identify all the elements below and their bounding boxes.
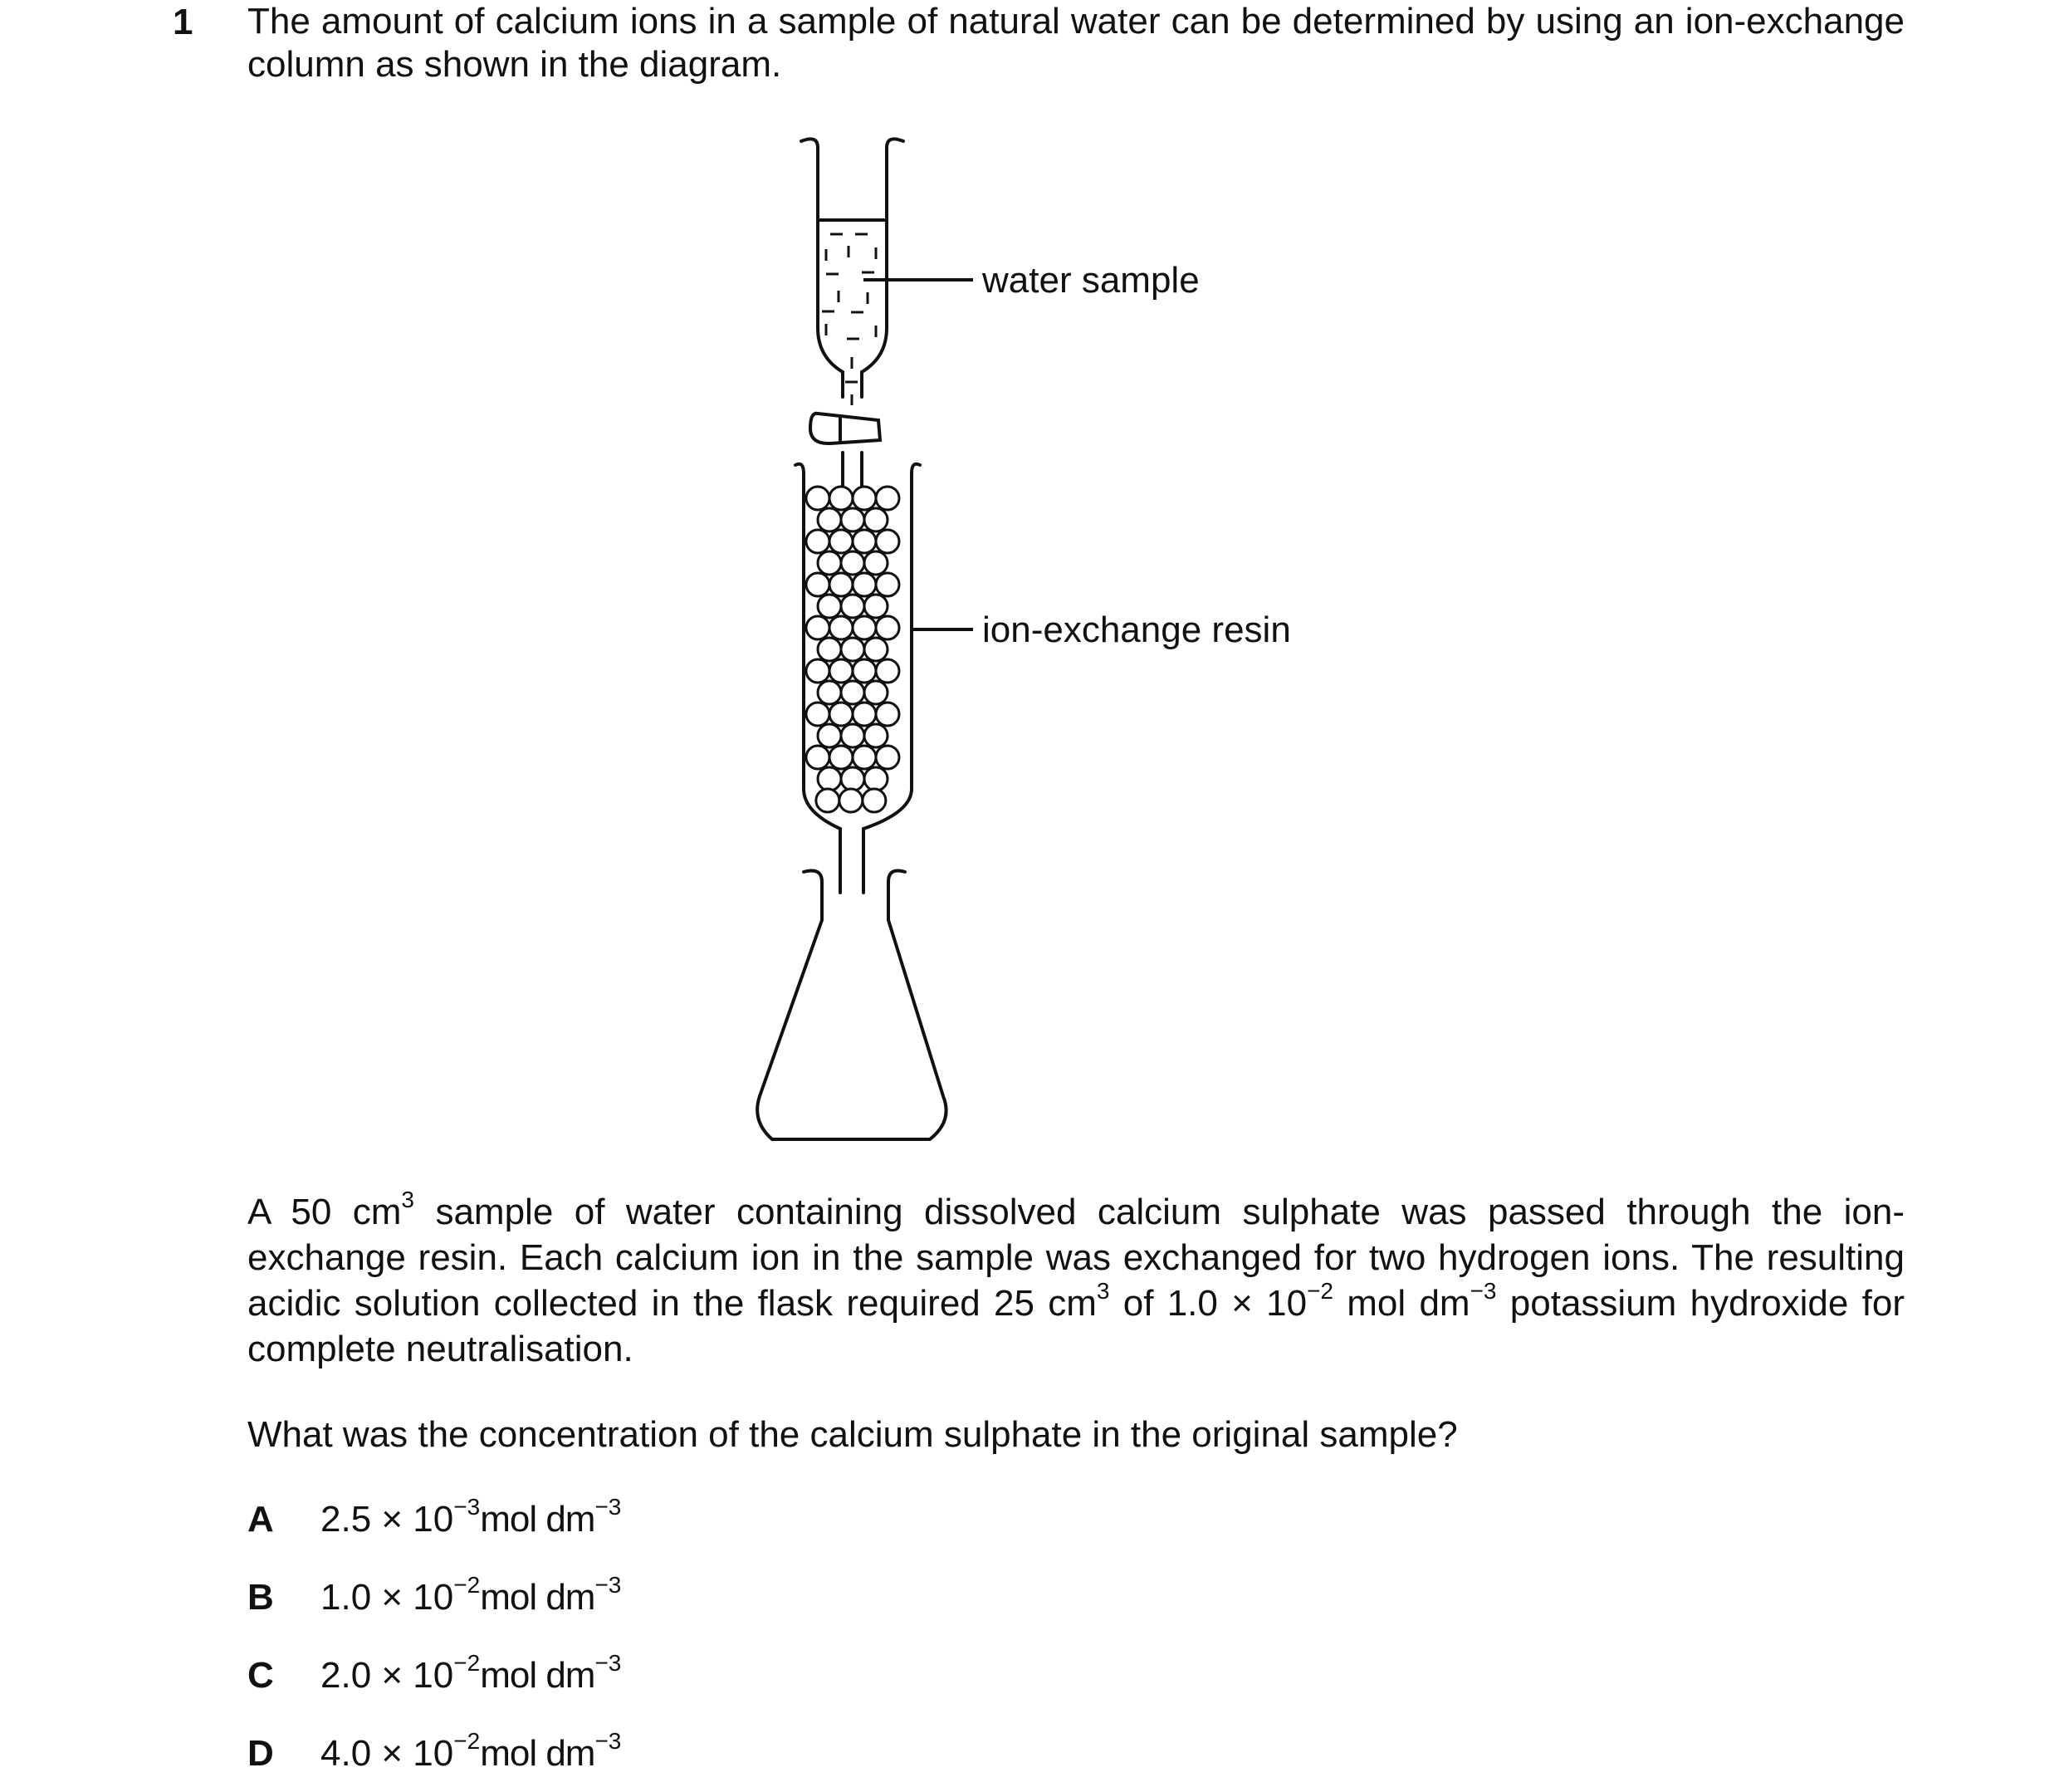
option-mantissa: 1.0 × 10 [320, 1577, 454, 1618]
resin-bead [853, 487, 876, 510]
resin-bead [864, 681, 888, 704]
para-sup-1: 3 [401, 1187, 414, 1213]
para-text-1: A 50 cm [247, 1192, 402, 1232]
option-unit: mol dm [480, 1733, 595, 1774]
option-d[interactable] [247, 1729, 621, 1779]
resin-bead [818, 724, 841, 747]
option-letter: A [247, 1499, 274, 1540]
para-text-4: mol dm [1333, 1283, 1470, 1324]
water-sample-label: water sample [982, 260, 1200, 301]
question-intro: The amount of calcium ions in a sample of natural water can be determined by using an ion-exchange column as shown in the diagram. [247, 1, 1905, 85]
option-b[interactable] [247, 1573, 621, 1623]
resin-bead [853, 573, 876, 596]
option-exponent: −2 [453, 1650, 481, 1677]
resin-bead [876, 746, 899, 769]
resin-bead [876, 487, 899, 510]
resin-bead [863, 789, 886, 812]
resin-bead [864, 767, 888, 791]
para-text-2: sample of water containing dissolved calcium sulphate was passed through the ion-exchange resin. Each calcium ion in the sample was exchanged for two hydrogen ions. The resulting acidic solution collected in the flask required 25 cm [247, 1192, 1905, 1324]
resin-bead [864, 595, 888, 618]
ion-exchange-resin-label: ion-exchange resin [982, 610, 1291, 650]
option-mantissa: 4.0 × 10 [320, 1733, 454, 1774]
option-unit-exponent: −3 [594, 1728, 622, 1755]
problem-paragraph [247, 1189, 1905, 1372]
resin-bead [816, 789, 839, 812]
resin-bead [841, 508, 864, 531]
option-unit-exponent: −3 [594, 1650, 622, 1677]
resin-bead [806, 703, 829, 726]
option-unit-exponent: −3 [594, 1572, 622, 1599]
resin-bead [841, 638, 864, 661]
option-exponent: −3 [453, 1494, 481, 1520]
option-letter: C [247, 1655, 274, 1696]
option-unit-exponent: −3 [594, 1494, 622, 1520]
resin-bead [818, 638, 841, 661]
resin-bead [806, 746, 829, 769]
resin-bead [864, 508, 888, 531]
para-text-3: of 1.0 × 10 [1109, 1283, 1308, 1324]
resin-bead [876, 530, 899, 553]
resin-bead [841, 724, 864, 747]
resin-bead [818, 681, 841, 704]
para-sup-4: −3 [1470, 1278, 1497, 1305]
option-exponent: −2 [453, 1572, 481, 1599]
resin-bead [829, 487, 853, 510]
resin-bead [876, 703, 899, 726]
resin-bead [806, 659, 829, 683]
option-mantissa: 2.5 × 10 [320, 1499, 454, 1540]
resin-bead [806, 573, 829, 596]
conical-flask [757, 871, 946, 1140]
option-unit: mol dm [480, 1499, 595, 1540]
resin-bead [841, 595, 864, 618]
resin-bead [853, 616, 876, 639]
resin-bead [818, 551, 841, 575]
resin-bead [841, 551, 864, 575]
resin-beads [806, 487, 899, 812]
option-exponent: −2 [453, 1728, 481, 1755]
resin-bead [841, 767, 864, 791]
resin-bead [829, 616, 853, 639]
resin-bead [806, 487, 829, 510]
resin-bead [864, 724, 888, 747]
resin-bead [806, 530, 829, 553]
water-sample-dashes [822, 234, 876, 405]
resin-bead [876, 573, 899, 596]
resin-bead [864, 638, 888, 661]
resin-bead [839, 789, 863, 812]
option-letter: D [247, 1733, 274, 1774]
resin-bead [806, 616, 829, 639]
resin-bead [829, 573, 853, 596]
option-a[interactable] [247, 1495, 621, 1545]
option-unit: mol dm [480, 1655, 595, 1696]
resin-bead [829, 659, 853, 683]
resin-bead [864, 551, 888, 575]
resin-bead [876, 659, 899, 683]
resin-bead [818, 595, 841, 618]
option-mantissa: 2.0 × 10 [320, 1655, 454, 1696]
question-prompt: What was the concentration of the calcium sulphate in the original sample? [247, 1414, 1458, 1455]
resin-bead [853, 530, 876, 553]
resin-bead [853, 703, 876, 726]
resin-bead [829, 703, 853, 726]
option-unit: mol dm [480, 1577, 595, 1618]
para-sup-2: 3 [1096, 1278, 1110, 1305]
resin-bead [818, 767, 841, 791]
resin-bead [829, 746, 853, 769]
option-letter: B [247, 1577, 274, 1618]
resin-bead [818, 508, 841, 531]
resin-bead [853, 746, 876, 769]
question-number: 1 [173, 2, 193, 42]
option-c[interactable] [247, 1651, 621, 1701]
resin-bead [853, 659, 876, 683]
resin-bead [829, 530, 853, 553]
para-sup-3: −2 [1307, 1278, 1333, 1305]
burette [801, 139, 903, 490]
resin-bead [876, 616, 899, 639]
resin-bead [841, 681, 864, 704]
para-text-5: potassium hydroxide for complete neutralisation. [247, 1283, 1905, 1369]
